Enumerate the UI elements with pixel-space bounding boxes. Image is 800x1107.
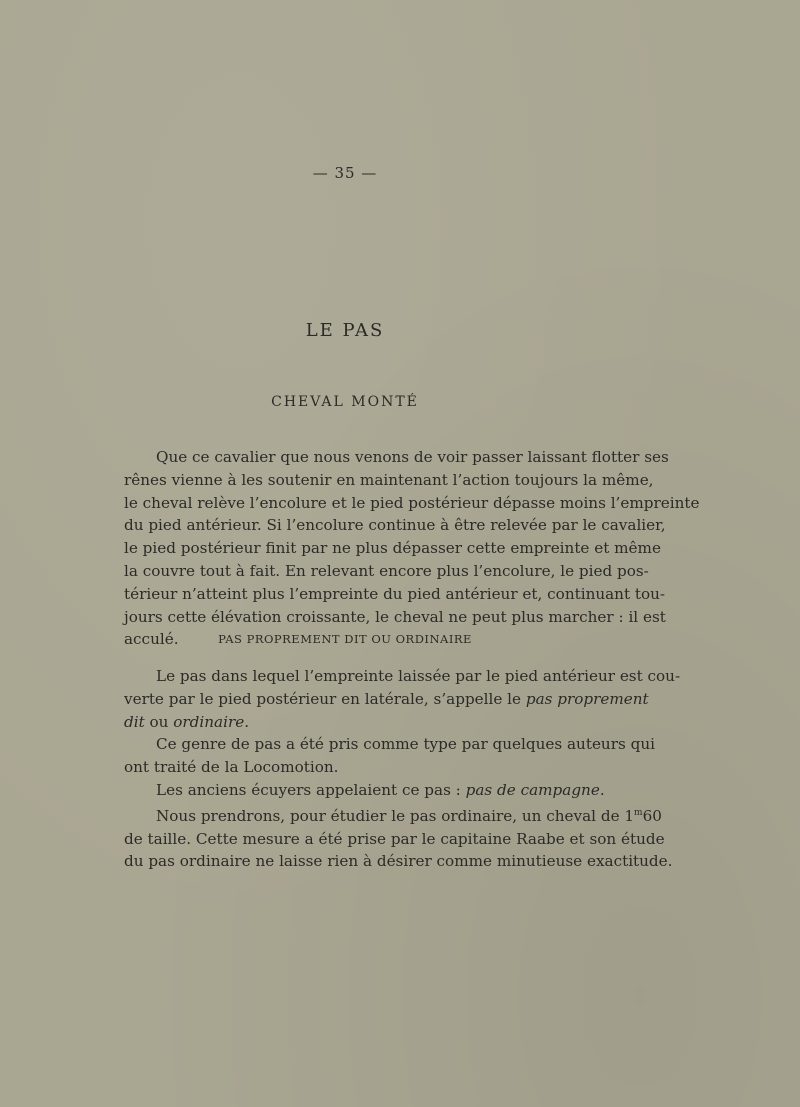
text-run: . — [244, 712, 250, 731]
text-line — [124, 779, 605, 802]
text-run: verte par le pied postérieur en latérale, s’appelle le — [124, 689, 526, 708]
text-line — [124, 802, 662, 828]
body-paragraphs — [124, 665, 681, 873]
italic-term: dit — [124, 712, 145, 731]
italic-term: ordinaire — [173, 712, 245, 731]
page-number: — 35 — — [312, 164, 378, 182]
text-run: 60 — [642, 806, 662, 825]
text-line: ont traité de la Locomotion. — [124, 758, 339, 777]
section-heading: PAS PROPREMENT DIT OU ORDINAIRE — [218, 632, 472, 646]
chapter-title: LE PAS — [305, 320, 385, 341]
text-line: du pas ordinaire ne laisse rien à désirer comme minutieuse exactitude. — [124, 852, 673, 871]
text-line: Le pas dans lequel l’empreinte laissée par le pied antérieur est cou- — [156, 667, 681, 685]
italic-term: pas de campagne — [465, 780, 600, 799]
chapter-subtitle: CHEVAL MONTÉ — [271, 394, 419, 410]
italic-term: pas proprement — [525, 689, 649, 708]
text-line: le pied postérieur finit par ne plus dépasser cette empreinte et même — [124, 539, 661, 558]
text-line: rênes vienne à les soutenir en maintenant l’action toujours la même, — [124, 470, 654, 489]
text-line: térieur n’atteint plus l’empreinte du pied antérieur et, continuant tou- — [124, 584, 666, 603]
text-line: la couvre tout à fait. En relevant encore plus l’encolure, le pied pos- — [124, 561, 649, 580]
text-line — [124, 711, 572, 734]
text-run: Nous prendrons, pour étudier le pas ordinaire, un cheval de 1 — [156, 806, 635, 825]
text-run: ou — [144, 712, 174, 731]
text-line: jours cette élévation croissante, le cheval ne peut plus marcher : il est — [124, 607, 666, 626]
text-line: acculé. — [124, 630, 179, 649]
text-line: du pied antérieur. Si l’encolure continue à être relevée par le cavalier, — [124, 516, 666, 535]
text-line: Que ce cavalier que nous venons de voir passer laissant flotter ses — [156, 448, 669, 466]
intro-paragraph — [124, 446, 700, 651]
text-run: . — [599, 780, 605, 799]
text-run: Les anciens écuyers appelaient ce pas : — [156, 780, 466, 799]
text-line: Ce genre de pas a été pris comme type par quelques auteurs qui — [156, 735, 655, 754]
text-line: de taille. Cette mesure a été prise par le capitaine Raabe et son étude — [124, 829, 665, 848]
text-line: le cheval relève l’encolure et le pied postérieur dépasse moins l’empreinte — [124, 493, 700, 512]
text-line — [124, 688, 649, 711]
superscript-unit: m — [634, 807, 643, 818]
